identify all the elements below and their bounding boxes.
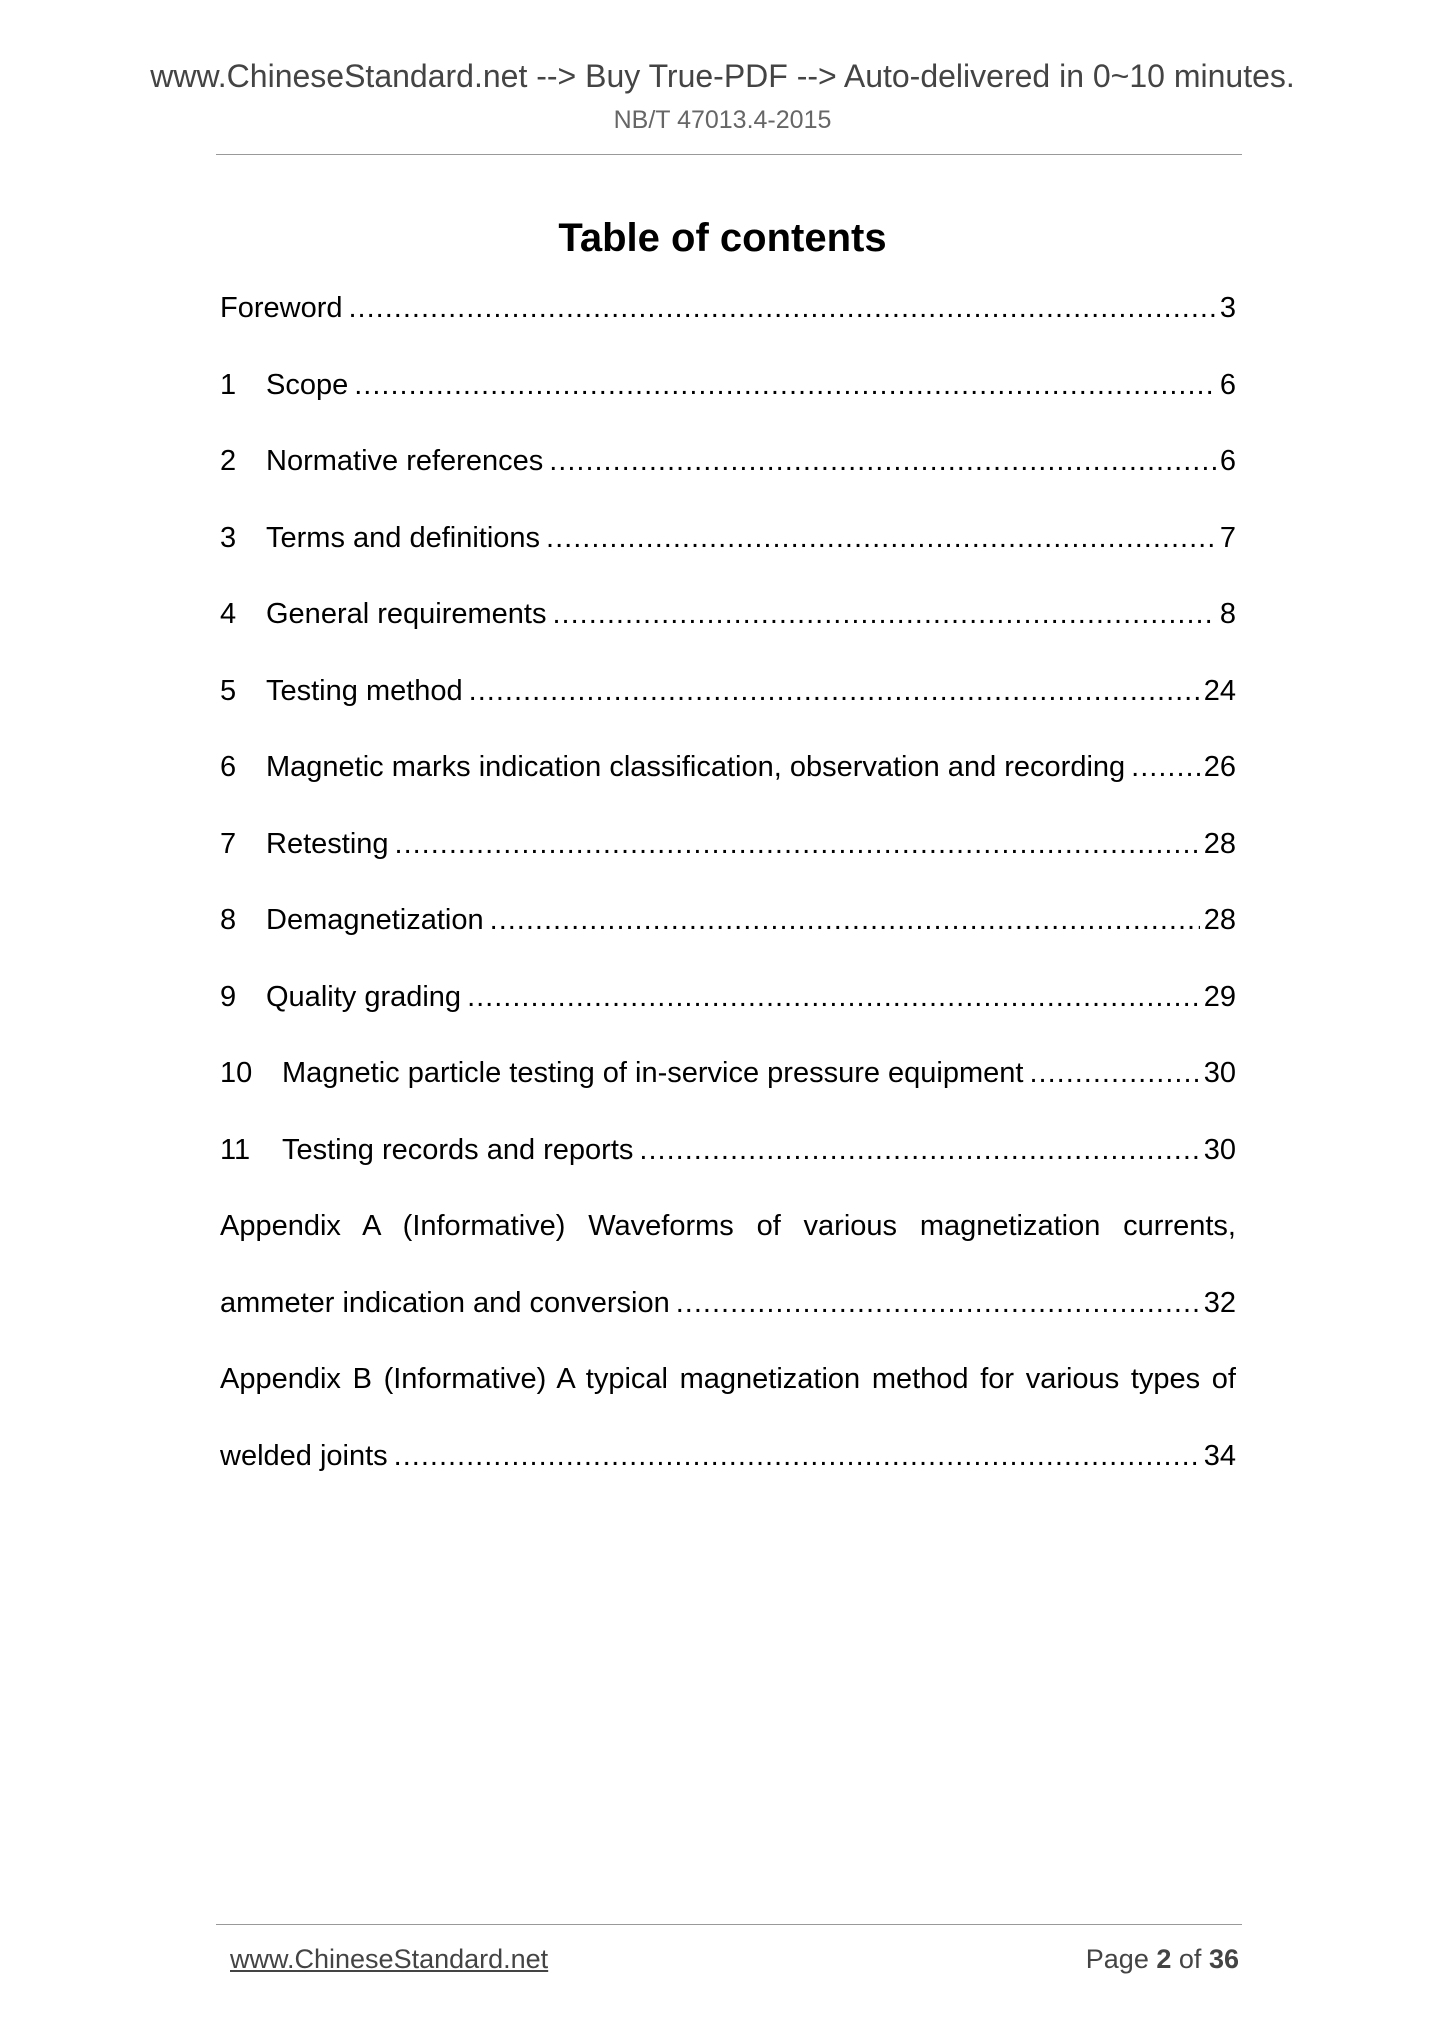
page-of-label: of <box>1178 1944 1202 1974</box>
toc-entry-testing-method[interactable] <box>220 675 1236 752</box>
toc-entry-page: 32 <box>1203 1286 1236 1319</box>
toc-entry-page: 6 <box>1219 445 1236 477</box>
header-divider <box>216 154 1242 155</box>
toc-entry-text: Retesting <box>266 827 389 860</box>
toc-entry-number: 6 <box>220 751 237 783</box>
toc-entry-scope[interactable] <box>220 369 1236 446</box>
toc-entry-text: Magnetic particle testing of in-service pressure equipment <box>282 1057 1024 1089</box>
toc-entry-general-requirements[interactable] <box>220 598 1236 675</box>
toc-entry-text-line1: Appendix A (Informative) Waveforms of various magnetization currents, <box>220 1210 1236 1242</box>
toc-entry-quality-grading[interactable] <box>220 981 1236 1058</box>
toc-list <box>220 292 1236 1516</box>
toc-entry-text: Demagnetization <box>266 904 484 936</box>
toc-entry-page: 28 <box>1203 904 1236 936</box>
toc-entry-text: Magnetic marks indication classification, observation and recording <box>266 751 1126 783</box>
toc-leader-dots <box>552 598 1215 631</box>
toc-leader-dots <box>349 292 1216 325</box>
toc-entry-page: 29 <box>1203 980 1236 1013</box>
header-banner: www.ChineseStandard.net --> Buy True-PDF --> Auto-delivered in 0~10 minutes. <box>150 58 1295 94</box>
toc-leader-dots <box>394 1440 1200 1473</box>
toc-entry-page: 34 <box>1203 1439 1236 1472</box>
toc-leader-dots <box>354 369 1216 402</box>
toc-entry-text: Terms and definitions <box>266 521 541 554</box>
toc-entry-text: Normative references <box>266 445 544 477</box>
toc-entry-text: Testing records and reports <box>282 1133 634 1166</box>
toc-entry-page: 3 <box>1219 292 1236 324</box>
toc-leader-dots <box>467 981 1200 1014</box>
toc-entry-demagnetization[interactable] <box>220 904 1236 981</box>
toc-entry-foreword[interactable] <box>220 292 1236 369</box>
toc-entry-records-reports[interactable] <box>220 1134 1236 1211</box>
toc-entry-page: 26 <box>1203 751 1236 783</box>
toc-leader-dots <box>395 828 1200 861</box>
standard-code: NB/T 47013.4-2015 <box>613 106 832 134</box>
toc-entry-page: 8 <box>1219 598 1236 630</box>
footer-website-link[interactable]: www.ChineseStandard.net <box>230 1944 549 1974</box>
toc-leader-dots <box>469 675 1200 708</box>
toc-leader-dots <box>490 904 1200 937</box>
toc-entry-number: 4 <box>220 598 237 630</box>
toc-leader-dots <box>676 1287 1200 1320</box>
toc-entry-page: 30 <box>1203 1057 1236 1089</box>
toc-entry-number: 9 <box>220 980 237 1013</box>
toc-entry-number: 11 <box>220 1133 251 1166</box>
toc-entry-number: 8 <box>220 904 237 936</box>
toc-leader-dots <box>639 1134 1199 1167</box>
toc-entry-page: 28 <box>1203 827 1236 860</box>
toc-entry-number: 2 <box>220 445 237 477</box>
toc-entry-appendix-a[interactable] <box>220 1210 1236 1363</box>
toc-entry-page: 6 <box>1219 368 1236 401</box>
page-number <box>1086 1944 1239 1975</box>
toc-entry-text-line1: Appendix B (Informative) A typical magnetization method for various types of <box>220 1363 1236 1395</box>
toc-leader-dots <box>549 445 1216 478</box>
toc-entry-page: 7 <box>1219 521 1236 554</box>
footer-divider <box>216 1924 1242 1925</box>
toc-title: Table of contents <box>558 216 887 260</box>
toc-entry-in-service-testing[interactable] <box>220 1057 1236 1134</box>
toc-entry-text-line2: ammeter indication and conversion <box>220 1286 670 1319</box>
toc-leader-dots <box>1029 1057 1199 1090</box>
toc-entry-text: General requirements <box>266 598 547 630</box>
toc-entry-number: 1 <box>220 368 237 401</box>
page-total: 36 <box>1208 1944 1239 1974</box>
page-label: Page <box>1085 1944 1149 1974</box>
toc-entry-number: 5 <box>220 674 237 707</box>
toc-entry-page: 30 <box>1203 1133 1236 1166</box>
toc-entry-retesting[interactable] <box>220 828 1236 905</box>
toc-entry-text: Testing method <box>266 674 463 707</box>
toc-entry-terms-definitions[interactable] <box>220 522 1236 599</box>
toc-entry-normative-references[interactable] <box>220 445 1236 522</box>
toc-entry-text: Scope <box>266 368 349 401</box>
page-current: 2 <box>1156 1944 1172 1974</box>
toc-entry-page: 24 <box>1203 674 1236 707</box>
toc-entry-number: 7 <box>220 827 237 860</box>
toc-entry-text-line2: welded joints <box>220 1439 388 1472</box>
toc-entry-text: Quality grading <box>266 980 462 1013</box>
toc-entry-number: 10 <box>220 1057 253 1089</box>
toc-entry-text: Foreword <box>220 292 343 324</box>
toc-leader-dots <box>1131 751 1200 784</box>
toc-entry-magnetic-marks[interactable] <box>220 751 1236 828</box>
toc-entry-appendix-b[interactable] <box>220 1363 1236 1516</box>
toc-entry-number: 3 <box>220 521 237 554</box>
toc-leader-dots <box>546 522 1216 555</box>
